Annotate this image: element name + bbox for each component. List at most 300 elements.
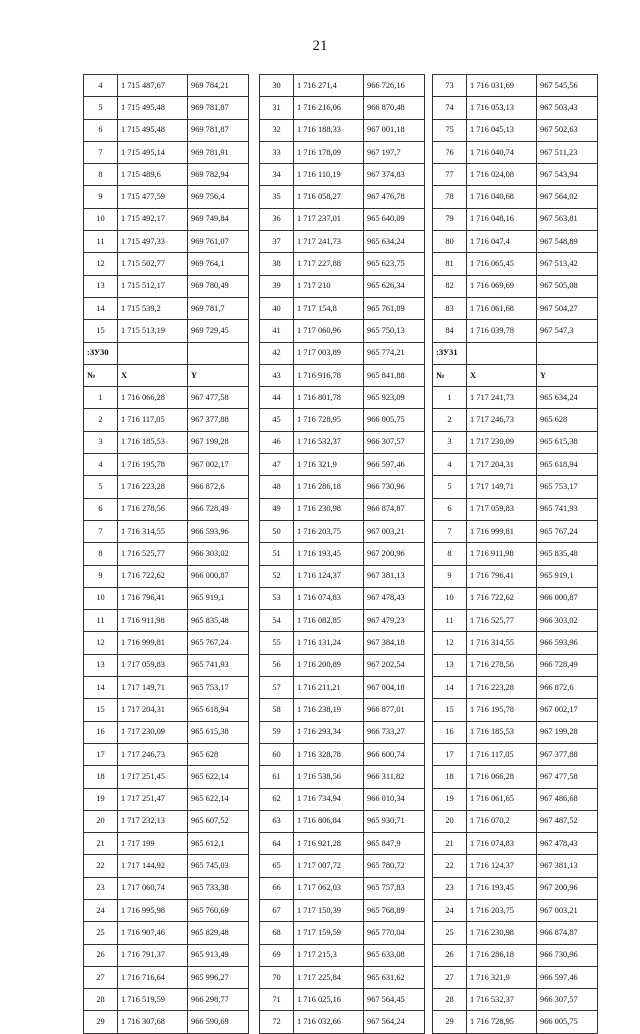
x-coordinate-cell: 1 716 995,98 [118,899,188,921]
coordinates-table-1 [83,74,249,1034]
x-coordinate-cell: 1 716 195,78 [467,699,537,721]
point-number-cell: № [433,364,467,386]
table-row [84,610,249,632]
x-coordinate-cell [467,342,537,364]
x-coordinate-cell: 1 716 525,77 [467,610,537,632]
y-coordinate-cell: 967 504,27 [537,297,598,319]
point-number-cell: 17 [433,743,467,765]
table-row [84,922,249,944]
table-row [84,877,249,899]
y-coordinate-cell: Y [188,364,249,386]
x-coordinate-cell: 1 716 032,66 [294,1011,364,1033]
table-row [433,632,598,654]
point-number-cell: 7 [84,141,118,163]
y-coordinate-cell: 967 477,58 [188,387,249,409]
point-number-cell: 81 [433,253,467,275]
point-number-cell: 77 [433,164,467,186]
y-coordinate-cell [537,342,598,364]
y-coordinate-cell: 967 505,08 [537,275,598,297]
point-number-cell: 39 [260,275,294,297]
point-number-cell: 15 [84,699,118,721]
x-coordinate-cell: 1 716 801,78 [294,387,364,409]
table-row [433,164,598,186]
x-coordinate-cell: 1 717 144,92 [118,855,188,877]
y-coordinate-cell: 967 202,54 [364,654,425,676]
x-coordinate-cell: 1 716 999,81 [118,632,188,654]
y-coordinate-cell: 967 377,88 [537,743,598,765]
table-row [433,654,598,676]
table-row [84,788,249,810]
x-coordinate-cell: 1 717 060,96 [294,320,364,342]
x-coordinate-cell: 1 716 525,77 [118,543,188,565]
point-number-cell: 41 [260,320,294,342]
point-number-cell: 80 [433,231,467,253]
y-coordinate-cell: 967 004,18 [364,677,425,699]
table-row [433,788,598,810]
table-row [260,833,425,855]
x-coordinate-cell: 1 717 230,09 [118,721,188,743]
point-number-cell: 21 [433,833,467,855]
y-coordinate-cell: 969 749,84 [188,208,249,230]
table-row [260,899,425,921]
y-coordinate-cell: 967 478,43 [537,833,598,855]
point-number-cell: 29 [433,1011,467,1033]
table-row [84,186,249,208]
point-number-cell: 55 [260,632,294,654]
point-number-cell: 9 [84,186,118,208]
x-coordinate-cell: 1 716 307,68 [118,1011,188,1033]
x-coordinate-cell: 1 716 074,83 [294,587,364,609]
table-row [260,743,425,765]
point-number-cell: 34 [260,164,294,186]
y-coordinate-cell: 966 590,69 [188,1011,249,1033]
table-row [84,253,249,275]
point-number-cell: 1 [433,387,467,409]
point-number-cell: 30 [260,75,294,97]
table-row [433,498,598,520]
table-row [84,721,249,743]
table-row [260,409,425,431]
point-number-cell: 75 [433,119,467,141]
table-row [260,922,425,944]
table-row [260,587,425,609]
point-number-cell: 44 [260,387,294,409]
y-coordinate-cell: 965 760,69 [188,899,249,921]
y-coordinate-cell: 965 640,09 [364,208,425,230]
point-number-cell: 58 [260,699,294,721]
x-coordinate-cell: 1 716 230,98 [467,922,537,944]
table-row [260,944,425,966]
table-row [84,810,249,832]
y-coordinate-cell: 967 199,28 [537,721,598,743]
x-coordinate-cell: 1 716 911,98 [118,610,188,632]
y-coordinate-cell: 965 622,14 [188,766,249,788]
point-number-cell: № [84,364,118,386]
y-coordinate-cell: 969 781,87 [188,97,249,119]
table-row [260,364,425,386]
x-coordinate-cell: 1 716 058,27 [294,186,364,208]
x-coordinate-cell: 1 716 025,16 [294,989,364,1011]
point-number-cell: 18 [84,766,118,788]
table-row [433,543,598,565]
y-coordinate-cell: 966 303,02 [188,543,249,565]
table-row [433,966,598,988]
x-coordinate-cell: 1 715 495,48 [118,97,188,119]
y-coordinate-cell: 967 486,68 [537,788,598,810]
x-coordinate-cell: 1 716 070,2 [467,810,537,832]
x-coordinate-cell: 1 716 806,84 [294,810,364,832]
x-coordinate-cell: 1 717 227,88 [294,253,364,275]
table-row [84,297,249,319]
point-number-cell: 33 [260,141,294,163]
point-number-cell: 71 [260,989,294,1011]
table-row [433,766,598,788]
table-row [433,610,598,632]
point-number-cell: 11 [433,610,467,632]
point-number-cell: 13 [84,654,118,676]
table-row [84,587,249,609]
table-row [433,520,598,542]
point-number-cell: 51 [260,543,294,565]
x-coordinate-cell: 1 716 039,78 [467,320,537,342]
x-coordinate-cell: 1 717 007,72 [294,855,364,877]
table-row [84,1011,249,1033]
y-coordinate-cell: 965 847,9 [364,833,425,855]
point-number-cell: 25 [433,922,467,944]
point-number-cell: 9 [433,565,467,587]
x-coordinate-cell: 1 716 188,33 [294,119,364,141]
y-coordinate-cell: 969 764,1 [188,253,249,275]
table-row [84,454,249,476]
point-number-cell: 9 [84,565,118,587]
x-coordinate-cell: 1 716 066,28 [467,766,537,788]
x-coordinate-cell: 1 717 241,73 [467,387,537,409]
x-coordinate-cell: 1 717 241,73 [294,231,364,253]
y-coordinate-cell: 965 835,48 [188,610,249,632]
point-number-cell: 5 [84,97,118,119]
table-row [260,476,425,498]
y-coordinate-cell: 965 607,52 [188,810,249,832]
table-row [433,186,598,208]
y-coordinate-cell: 969 782,94 [188,164,249,186]
table-row [84,944,249,966]
x-coordinate-cell: 1 717 204,31 [467,454,537,476]
table-row [84,431,249,453]
table-row [260,677,425,699]
table-row [433,364,598,386]
x-coordinate-cell: 1 716 110,19 [294,164,364,186]
x-coordinate-cell: 1 716 716,64 [118,966,188,988]
point-number-cell: 84 [433,320,467,342]
y-coordinate-cell: 967 513,42 [537,253,598,275]
y-coordinate-cell: 965 733,38 [188,877,249,899]
x-coordinate-cell: 1 716 066,28 [118,387,188,409]
point-number-cell: 19 [433,788,467,810]
x-coordinate-cell: 1 715 489,6 [118,164,188,186]
y-coordinate-cell: 966 728,49 [537,654,598,676]
table-row [260,520,425,542]
table-row [84,387,249,409]
y-coordinate-cell: 966 872,6 [188,476,249,498]
x-coordinate-cell: 1 716 216,06 [294,97,364,119]
table-row [260,342,425,364]
x-coordinate-cell: 1 716 321,9 [467,966,537,988]
point-number-cell: 13 [433,654,467,676]
table-row [433,387,598,409]
point-number-cell: 60 [260,743,294,765]
y-coordinate-cell: 965 750,13 [364,320,425,342]
point-number-cell: 46 [260,431,294,453]
y-coordinate-cell: 965 618,94 [188,699,249,721]
x-coordinate-cell: 1 715 477,59 [118,186,188,208]
y-coordinate-cell [188,342,249,364]
y-coordinate-cell: 967 543,94 [537,164,598,186]
y-coordinate-cell: 965 628 [188,743,249,765]
y-coordinate-cell: 969 756,4 [188,186,249,208]
y-coordinate-cell: 965 745,03 [188,855,249,877]
table-row [433,320,598,342]
y-coordinate-cell: 967 477,58 [537,766,598,788]
x-coordinate-cell: 1 717 059,83 [467,498,537,520]
table-row [433,409,598,431]
x-coordinate-cell: 1 716 117,05 [118,409,188,431]
point-number-cell: 62 [260,788,294,810]
table-row [84,766,249,788]
x-coordinate-cell: 1 716 048,16 [467,208,537,230]
point-number-cell: 73 [433,75,467,97]
table-row [433,677,598,699]
y-coordinate-cell: 969 729,45 [188,320,249,342]
x-coordinate-cell: 1 715 539,2 [118,297,188,319]
table-row [433,944,598,966]
x-coordinate-cell: 1 717 246,73 [467,409,537,431]
point-number-cell: 2 [433,409,467,431]
table-row [260,1011,425,1033]
x-coordinate-cell: 1 716 278,56 [467,654,537,676]
table-row [260,431,425,453]
x-coordinate-cell: 1 717 225,84 [294,966,364,988]
table-row [433,743,598,765]
y-coordinate-cell: 966 000,87 [188,565,249,587]
x-coordinate-cell: 1 716 722,62 [467,587,537,609]
table-row [260,454,425,476]
x-coordinate-cell: 1 716 916,78 [294,364,364,386]
table-row [260,721,425,743]
y-coordinate-cell: 966 593,96 [188,520,249,542]
x-coordinate-cell: 1 716 045,13 [467,119,537,141]
x-coordinate-cell: 1 716 314,55 [118,520,188,542]
y-coordinate-cell: 966 307,57 [364,431,425,453]
x-coordinate-cell: 1 716 223,28 [118,476,188,498]
x-coordinate-cell: 1 717 149,71 [467,476,537,498]
table-row [433,208,598,230]
x-coordinate-cell: 1 716 999,81 [467,520,537,542]
table-row [433,810,598,832]
point-number-cell: 15 [433,699,467,721]
y-coordinate-cell: 965 996,27 [188,966,249,988]
point-number-cell: 50 [260,520,294,542]
y-coordinate-cell: 966 005,75 [537,1011,598,1033]
point-number-cell: 72 [260,1011,294,1033]
y-coordinate-cell: 966 298,77 [188,989,249,1011]
table-row [260,966,425,988]
table-row [433,297,598,319]
y-coordinate-cell: 967 200,96 [364,543,425,565]
point-number-cell: 82 [433,275,467,297]
table-row [84,342,249,364]
table-row [84,654,249,676]
y-coordinate-cell: 965 761,89 [364,297,425,319]
table-row [433,342,598,364]
y-coordinate-cell: 966 600,74 [364,743,425,765]
y-coordinate-cell: 967 564,02 [537,186,598,208]
point-number-cell: 26 [84,944,118,966]
y-coordinate-cell: 965 633,08 [364,944,425,966]
point-number-cell: 19 [84,788,118,810]
y-coordinate-cell: 969 781,87 [188,119,249,141]
x-coordinate-cell: 1 716 728,95 [294,409,364,431]
table-row [260,565,425,587]
table-row [433,141,598,163]
point-number-cell: 38 [260,253,294,275]
y-coordinate-cell: 965 612,1 [188,833,249,855]
point-number-cell: 11 [84,231,118,253]
point-number-cell: 1 [84,387,118,409]
point-number-cell: 66 [260,877,294,899]
table-row [84,699,249,721]
y-coordinate-cell: 967 564,24 [364,1011,425,1033]
table-row [84,75,249,97]
x-coordinate-cell: 1 717 154,8 [294,297,364,319]
y-coordinate-cell: 966 730,96 [537,944,598,966]
x-coordinate-cell: 1 716 200,89 [294,654,364,676]
point-number-cell: 54 [260,610,294,632]
table-row [433,899,598,921]
point-number-cell: 64 [260,833,294,855]
point-number-cell: 70 [260,966,294,988]
x-coordinate-cell: 1 716 061,65 [467,788,537,810]
point-number-cell: 8 [84,164,118,186]
point-number-cell: 4 [84,75,118,97]
point-number-cell: 4 [433,454,467,476]
y-coordinate-cell: 967 002,17 [188,454,249,476]
x-coordinate-cell: 1 716 124,37 [294,565,364,587]
table-row [260,320,425,342]
y-coordinate-cell: 966 005,75 [364,409,425,431]
table-row [84,364,249,386]
table-row [84,677,249,699]
x-coordinate-cell: 1 716 238,19 [294,699,364,721]
y-coordinate-cell: 969 781,91 [188,141,249,163]
table-row [260,186,425,208]
table-row [260,877,425,899]
y-coordinate-cell: 967 381,13 [364,565,425,587]
x-coordinate-cell: 1 716 024,08 [467,164,537,186]
x-coordinate-cell: 1 716 124,37 [467,855,537,877]
point-number-cell: 29 [84,1011,118,1033]
y-coordinate-cell: 965 913,49 [188,944,249,966]
x-coordinate-cell: 1 716 796,41 [118,587,188,609]
x-coordinate-cell: 1 717 251,45 [118,766,188,788]
table-row [84,989,249,1011]
point-number-cell: 6 [84,498,118,520]
x-coordinate-cell: 1 716 278,56 [118,498,188,520]
table-row [84,119,249,141]
point-number-cell: 57 [260,677,294,699]
point-number-cell: 28 [84,989,118,1011]
y-coordinate-cell: 965 770,04 [364,922,425,944]
table-row [84,320,249,342]
table-row [84,498,249,520]
x-coordinate-cell: 1 716 193,45 [294,543,364,565]
point-number-cell: 4 [84,454,118,476]
x-coordinate-cell: 1 716 286,18 [467,944,537,966]
y-coordinate-cell: 967 547,3 [537,320,598,342]
point-number-cell: 10 [433,587,467,609]
y-coordinate-cell: 966 311,82 [364,766,425,788]
x-coordinate-cell: 1 715 513,19 [118,320,188,342]
x-coordinate-cell: 1 717 003,89 [294,342,364,364]
x-coordinate-cell: 1 716 040,68 [467,186,537,208]
x-coordinate-cell: 1 717 199 [118,833,188,855]
point-number-cell: 13 [84,275,118,297]
table-row [260,855,425,877]
x-coordinate-cell: 1 716 131,24 [294,632,364,654]
y-coordinate-cell: Y [537,364,598,386]
table-row [260,543,425,565]
x-coordinate-cell: 1 716 519,59 [118,989,188,1011]
table-row [84,743,249,765]
table-row [260,654,425,676]
point-number-cell: 8 [433,543,467,565]
y-coordinate-cell: 965 919,1 [188,587,249,609]
y-coordinate-cell: 965 768,89 [364,899,425,921]
point-number-cell: 69 [260,944,294,966]
table-row [260,297,425,319]
table-row [260,208,425,230]
x-coordinate-cell: 1 716 185,53 [118,431,188,453]
point-number-cell: 83 [433,297,467,319]
y-coordinate-cell: 967 384,18 [364,632,425,654]
table-row [260,141,425,163]
page-number: 21 [312,38,328,54]
point-number-cell: 42 [260,342,294,364]
x-coordinate-cell: 1 717 246,73 [118,743,188,765]
table-row [84,97,249,119]
x-coordinate-cell: 1 716 061,68 [467,297,537,319]
y-coordinate-cell: 966 010,34 [364,788,425,810]
point-number-cell: 21 [84,833,118,855]
x-coordinate-cell: 1 717 060,74 [118,877,188,899]
point-number-cell: 74 [433,97,467,119]
y-coordinate-cell: 965 757,83 [364,877,425,899]
table-row [433,922,598,944]
table-row [433,253,598,275]
table-row [84,409,249,431]
y-coordinate-cell: 966 597,46 [537,966,598,988]
y-coordinate-cell: 969 761,07 [188,231,249,253]
table-row [433,587,598,609]
y-coordinate-cell: 967 502,63 [537,119,598,141]
table-row [433,119,598,141]
x-coordinate-cell: 1 716 921,28 [294,833,364,855]
x-coordinate-cell: 1 716 195,78 [118,454,188,476]
table-row [260,632,425,654]
point-number-cell: 3 [84,431,118,453]
point-number-cell: 20 [433,810,467,832]
table-row [260,119,425,141]
y-coordinate-cell: 966 877,01 [364,699,425,721]
